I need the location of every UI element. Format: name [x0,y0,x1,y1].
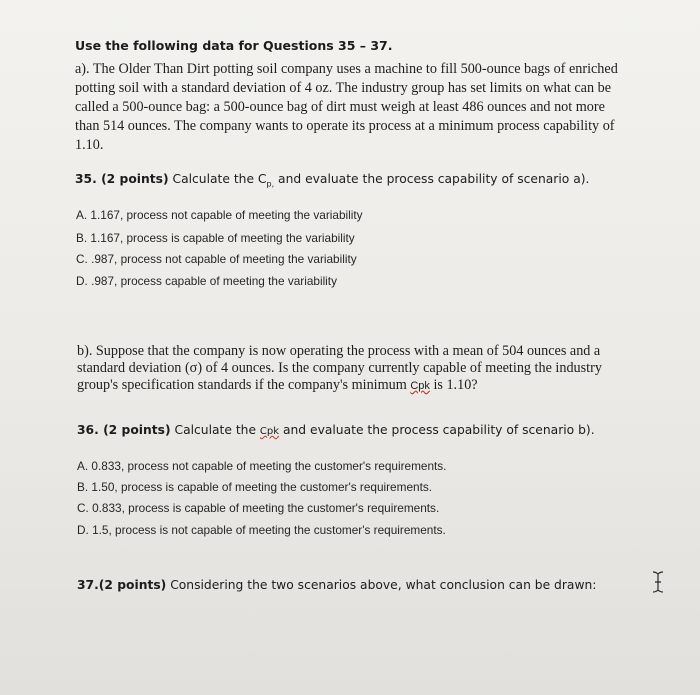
question-text: and evaluate the process capability of scenario b). [279,423,595,437]
cpk-symbol: Cpk [410,380,430,392]
scenario-b-line: group's specification standards if the company's minimum Cpk is 1.10? [77,377,478,393]
question-number: 37.(2 points) [77,578,167,592]
question-37 [77,578,596,592]
scenario-a-line: 1.10. [75,137,104,153]
q36-option-b: B. 1.50, process is capable of meeting the customer's requirements. [77,480,433,494]
scenario-a-line: called a 500-ounce bag: a 500-ounce bag of dirt must weigh at least 486 ounces and not more [75,99,605,115]
scenario-a-line: than 514 ounces. The company wants to operate its process at a minimum process capability of [75,118,615,134]
scenario-a-line: potting soil with a standard deviation of 4 oz. The industry group has set limits on what can be [75,80,612,96]
question-36 [77,423,595,437]
scenario-b-line: b). Suppose that the company is now operating the process with a mean of 504 ounces and a [77,343,601,359]
question-number: 36. (2 points) [77,423,171,437]
question-text: Considering the two scenarios above, what conclusion can be drawn: [166,578,597,592]
scenario-a-line: a). The Older Than Dirt potting soil company uses a machine to fill 500-ounce bags of enriched [75,61,618,77]
q35-option-b: B. 1.167, process is capable of meeting the variability [76,231,355,245]
question-text: Calculate the C [172,172,267,186]
question-text: Calculate the [174,423,260,437]
question-number: 35. (2 points) [75,172,169,186]
q35-option-a: A. 1.167, process not capable of meeting the variability [76,208,363,222]
question-35 [75,172,589,188]
section-heading: Use the following data for Questions 35 – 37. [75,38,393,53]
q36-option-d: D. 1.5, process is not capable of meeting the customer's requirements. [77,523,446,537]
q35-option-c: C. .987, process not capable of meeting the variability [76,252,357,266]
cpk-symbol: Cpk [259,426,280,437]
q35-option-d: D. .987, process capable of meeting the variability [76,274,337,288]
cp-subscript: p, [266,179,275,189]
text-cursor-icon [652,571,664,593]
question-text: and evaluate the process capability of scenario a). [274,172,590,186]
scenario-b-line: standard deviation (σ) of 4 ounces. Is the company currently capable of meeting the industry [77,360,602,376]
q36-option-a: A. 0.833, process not capable of meeting the customer's requirements. [77,459,447,473]
q36-option-c: C. 0.833, process is capable of meeting the customer's requirements. [77,501,440,515]
